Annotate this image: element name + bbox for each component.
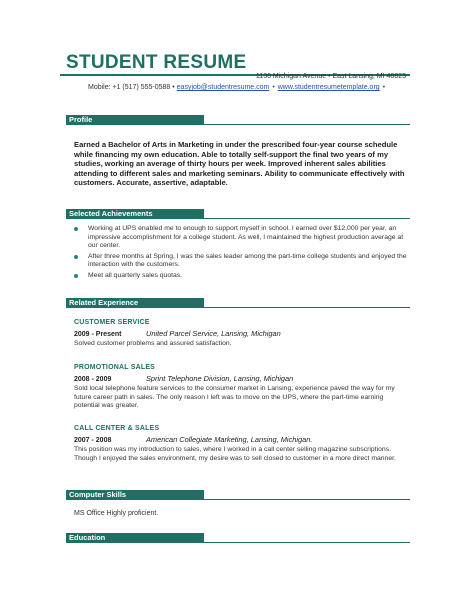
job-title: CALL CENTER & SALES <box>74 425 160 432</box>
contact-line <box>88 84 418 91</box>
section-experience: Related Experience <box>66 298 204 308</box>
contact-trailing: • <box>382 84 386 91</box>
job-line <box>74 435 414 444</box>
bullet-icon <box>74 255 78 259</box>
section-profile: Profile <box>66 115 204 125</box>
bullet-icon <box>74 227 78 231</box>
email-link[interactable]: easyjob@studentresume.com <box>176 84 270 91</box>
job-dates: 2008 - 2009 <box>74 376 112 383</box>
website-link[interactable]: www.studentresumetemplate.org <box>277 84 380 91</box>
job-description: Solved customer problems and assured satisfaction. <box>74 340 232 347</box>
list-item: Working at UPS enabled me to enough to support myself in school. I earned over $12,000 per year, an impressive accomplishment for a college student. As well, I maintained the highest production average at our center. <box>74 225 410 251</box>
contact-separator: • <box>272 84 275 91</box>
job-dates: 2007 - 2008 <box>74 437 112 444</box>
section-education-rule <box>204 542 410 543</box>
computer-skills-text: MS Office Highly proficient. <box>74 510 159 517</box>
job-company: United Parcel Service, Lansing, Michigan <box>146 329 281 338</box>
section-achievements-rule <box>204 218 410 219</box>
achievements-list <box>74 225 410 283</box>
job-title: CUSTOMER SERVICE <box>74 319 150 326</box>
job-company: Sprint Telephone Division, Lansing, Michigan <box>146 374 294 383</box>
job-dates: 2009 - Present <box>74 331 122 338</box>
address: 1136 Michigan Avenue • East Lansing, MI 48823 <box>255 73 406 80</box>
section-education: Education <box>66 533 204 543</box>
section-achievements: Selected Achievements <box>66 209 204 219</box>
list-item: Meet all quarterly sales quotas. <box>74 272 410 281</box>
list-item: After three months at Spring, I was the sales leader among the part-time college students and enjoyed the interaction with the customers. <box>74 253 410 270</box>
job-description: This position was my introduction to sales, where I worked in a call center selling magazine subscriptions. Though I enjoyed the sales environment, my desire was to sell closed to customer in a more direct manner. <box>74 446 396 462</box>
job-title: PROMOTIONAL SALES <box>74 364 156 371</box>
section-profile-rule <box>204 124 410 125</box>
job-line <box>74 329 414 338</box>
resume-title: STUDENT RESUME <box>66 52 247 73</box>
job-description: Sold local telephone feature services to the consumer market in Lansing, experience paved the way for my future career path in sales. The only reason I left was to move on the UPS, where the part-time earning potential was greater. <box>74 385 395 410</box>
profile-text: Earned a Bachelor of Arts in Marketing in under the prescribed four-year course schedule while financing my own education. Able to totally self-support the final two years of my studies, working an average of thirty hours per week. Improved inherent sales abilities attending to different sales and marketing seminars. Ability to communicate effectively with customers. Accurate, assertive, adaptable. <box>74 140 405 188</box>
bullet-icon <box>74 274 78 278</box>
section-computer-skills: Computer Skills <box>66 490 204 500</box>
job-line <box>74 374 414 383</box>
section-computer-skills-rule <box>204 499 410 500</box>
section-experience-rule <box>204 307 410 308</box>
job-company: American Collegiate Marketing, Lansing, Michigan. <box>146 435 313 444</box>
mobile-number: Mobile: +1 (517) 555-0588 • <box>88 84 175 91</box>
